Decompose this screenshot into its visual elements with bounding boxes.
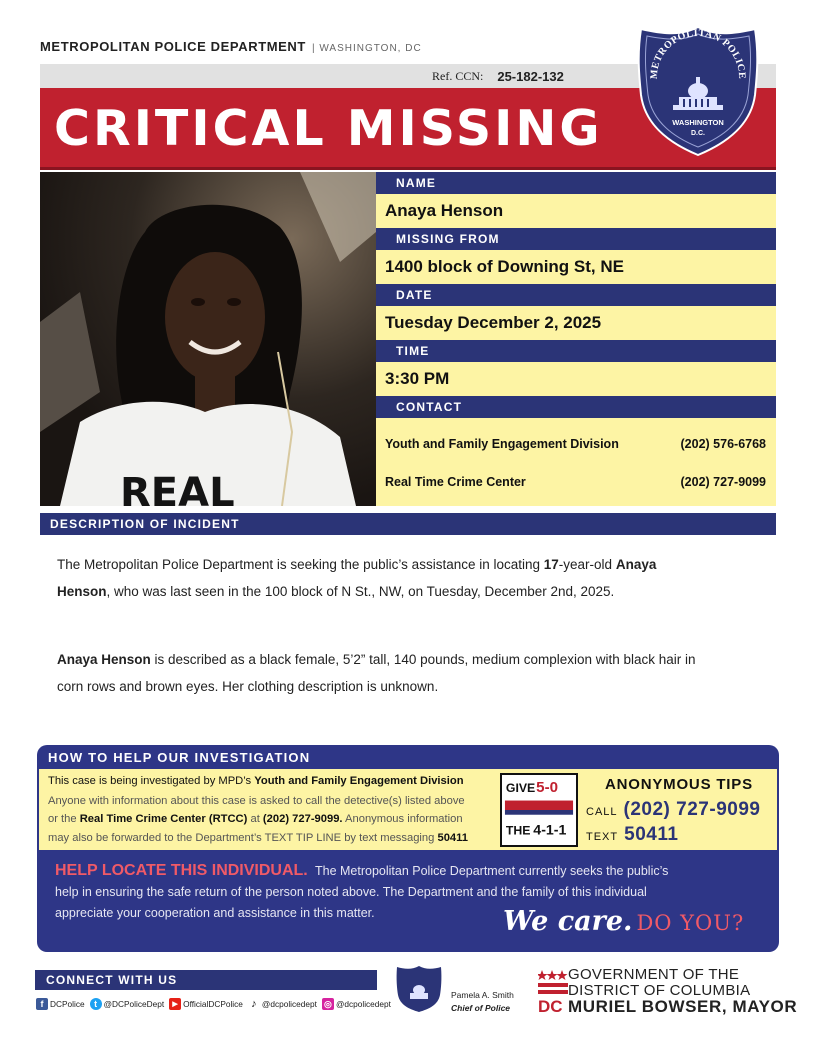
social-label: @DCPoliceDept <box>103 999 165 1009</box>
social-facebook[interactable] <box>36 998 85 1010</box>
contact-unit: Real Time Crime Center <box>385 475 526 489</box>
police-badge-small-icon <box>396 965 442 1013</box>
tips-call-row <box>586 799 760 821</box>
age-value: 17 <box>543 557 559 572</box>
badge-top-text: METROPOLITAN POLICE <box>648 27 748 80</box>
give-number: 5-0 <box>536 779 559 797</box>
social-label: @dcpolicedept <box>261 999 317 1009</box>
ref-label: Ref. CCN: <box>432 68 484 83</box>
social-youtube[interactable] <box>169 998 243 1010</box>
description-heading: DESCRIPTION OF INCIDENT <box>40 513 776 535</box>
social-label: OfficialDCPolice <box>183 999 243 1009</box>
department-location: | WASHINGTON, DC <box>311 43 422 54</box>
dc-government-text <box>568 967 797 1015</box>
help-text: This case is being investigated by MPD’s <box>48 775 255 787</box>
help-line-1 <box>48 775 464 787</box>
badge-bottom-text: WASHINGTON <box>672 118 724 127</box>
four11-text: 4-1-1 <box>533 822 567 839</box>
date-label: DATE <box>376 284 776 306</box>
description-paragraph-1 <box>57 551 757 605</box>
time-label: TIME <box>376 340 776 362</box>
instagram-icon: ◎ <box>322 998 334 1010</box>
give-50-the-411-logo <box>500 773 578 847</box>
help-line-4 <box>48 832 468 844</box>
contact-row <box>385 475 766 489</box>
page-title: CRITICAL MISSING <box>54 100 603 157</box>
connect-heading: CONNECT WITH US <box>35 970 377 990</box>
help-title: HOW TO HELP OUR INVESTIGATION <box>48 750 311 765</box>
social-label: DCPolice <box>50 999 85 1009</box>
last-name: Henson <box>57 584 107 599</box>
desc-text: is described as a black female, 5’2” tall, 140 pounds, medium complexion with black hair in <box>150 652 696 667</box>
dc-government-logo <box>538 968 568 1014</box>
contact-list <box>376 418 776 506</box>
the-text: THE <box>505 823 531 838</box>
contact-label: CONTACT <box>376 396 776 418</box>
desc-text: , who was last seen in the 100 block of N St., NW, on Tuesday, December 2nd, 2025. <box>106 584 615 599</box>
reference-number <box>432 66 564 86</box>
first-name: Anaya <box>615 557 657 572</box>
missing-from-value: 1400 block of Downing St, NE <box>376 250 776 284</box>
help-locate-line: help in ensuring the safe return of the person noted above. The Department and the family of this individual <box>55 885 647 899</box>
help-text: at <box>247 813 263 825</box>
contact-unit: Youth and Family Engagement Division <box>385 437 619 451</box>
help-line-2: Anyone with information about this case is asked to call the detective(s) listed above <box>48 795 465 807</box>
time-value: 3:30 PM <box>376 362 776 396</box>
social-instagram[interactable] <box>322 998 391 1010</box>
help-text: Anonymous information <box>342 813 463 825</box>
person-name-bold: Anaya Henson <box>57 652 151 667</box>
gov-line-1: GOVERNMENT OF THE <box>568 966 740 983</box>
help-line-3 <box>48 813 463 825</box>
contact-phone[interactable]: (202) 727-9099 <box>680 475 766 489</box>
help-division: Youth and Family Engagement Division <box>254 775 464 787</box>
social-tiktok[interactable] <box>248 998 317 1010</box>
chief-title: Chief of Police <box>451 1003 511 1013</box>
date-value: Tuesday December 2, 2025 <box>376 306 776 340</box>
description-paragraph-2 <box>57 646 757 700</box>
help-text: or the <box>48 813 80 825</box>
photo-shirt-text: REAL <box>120 470 235 506</box>
help-rtcc-phone: (202) 727-9099. <box>262 813 343 825</box>
we-care-slogan <box>503 906 744 937</box>
desc-text: -year-old <box>558 557 616 572</box>
mayor-name: MURIEL BOWSER, MAYOR <box>568 997 798 1016</box>
tiktok-icon: ♪ <box>248 998 260 1010</box>
gov-line-2: DISTRICT OF COLUMBIA <box>568 982 751 999</box>
text-number[interactable]: 50411 <box>624 824 679 845</box>
chief-signature-block <box>451 989 514 1015</box>
give-text: GIVE <box>505 781 536 796</box>
svg-text:DC: DC <box>538 997 563 1014</box>
help-text-number: 50411 <box>437 832 468 844</box>
social-twitter[interactable] <box>90 998 165 1010</box>
tips-text-row <box>586 824 678 846</box>
department-name <box>40 39 422 54</box>
help-locate-line: The Metropolitan Police Department currently seeks the public’s <box>315 864 669 878</box>
call-label: CALL <box>586 806 618 818</box>
youtube-icon: ▶ <box>169 998 181 1010</box>
police-badge-logo <box>637 25 759 157</box>
text-label: TEXT <box>586 831 619 843</box>
help-locate-title: HELP LOCATE THIS INDIVIDUAL. <box>55 862 308 879</box>
contact-row <box>385 437 766 451</box>
desc-text: The Metropolitan Police Department is seeking the public’s assistance in locating <box>57 557 544 572</box>
help-rtcc: Real Time Crime Center (RTCC) <box>79 813 248 825</box>
ref-value: 25-182-132 <box>497 68 564 84</box>
name-label: NAME <box>376 172 776 194</box>
contact-phone[interactable]: (202) 576-6768 <box>680 437 766 451</box>
missing-person-photo <box>40 172 376 506</box>
social-label: @dcpolicedept <box>335 999 391 1009</box>
help-locate-line: appreciate your cooperation and assistance in this matter. <box>55 906 375 920</box>
facebook-icon: f <box>36 998 48 1010</box>
missing-from-label: MISSING FROM <box>376 228 776 250</box>
social-links <box>36 998 391 1010</box>
we-care-text: We care. <box>503 906 633 937</box>
do-you-text: DO YOU? <box>636 911 745 935</box>
person-name: Anaya Henson <box>376 194 776 228</box>
department-title: METROPOLITAN POLICE DEPARTMENT <box>40 39 306 54</box>
call-number[interactable]: (202) 727-9099 <box>623 799 761 820</box>
badge-dc-text: D.C. <box>691 130 705 137</box>
desc-text: corn rows and brown eyes. Her clothing description is unknown. <box>57 679 439 694</box>
twitter-icon: t <box>90 998 102 1010</box>
help-text: may also be forwarded to the Department’s TEXT TIP LINE by text messaging <box>48 832 438 844</box>
anonymous-tips-title: ANONYMOUS TIPS <box>605 776 753 793</box>
chief-name: Pamela A. Smith <box>451 990 514 1000</box>
